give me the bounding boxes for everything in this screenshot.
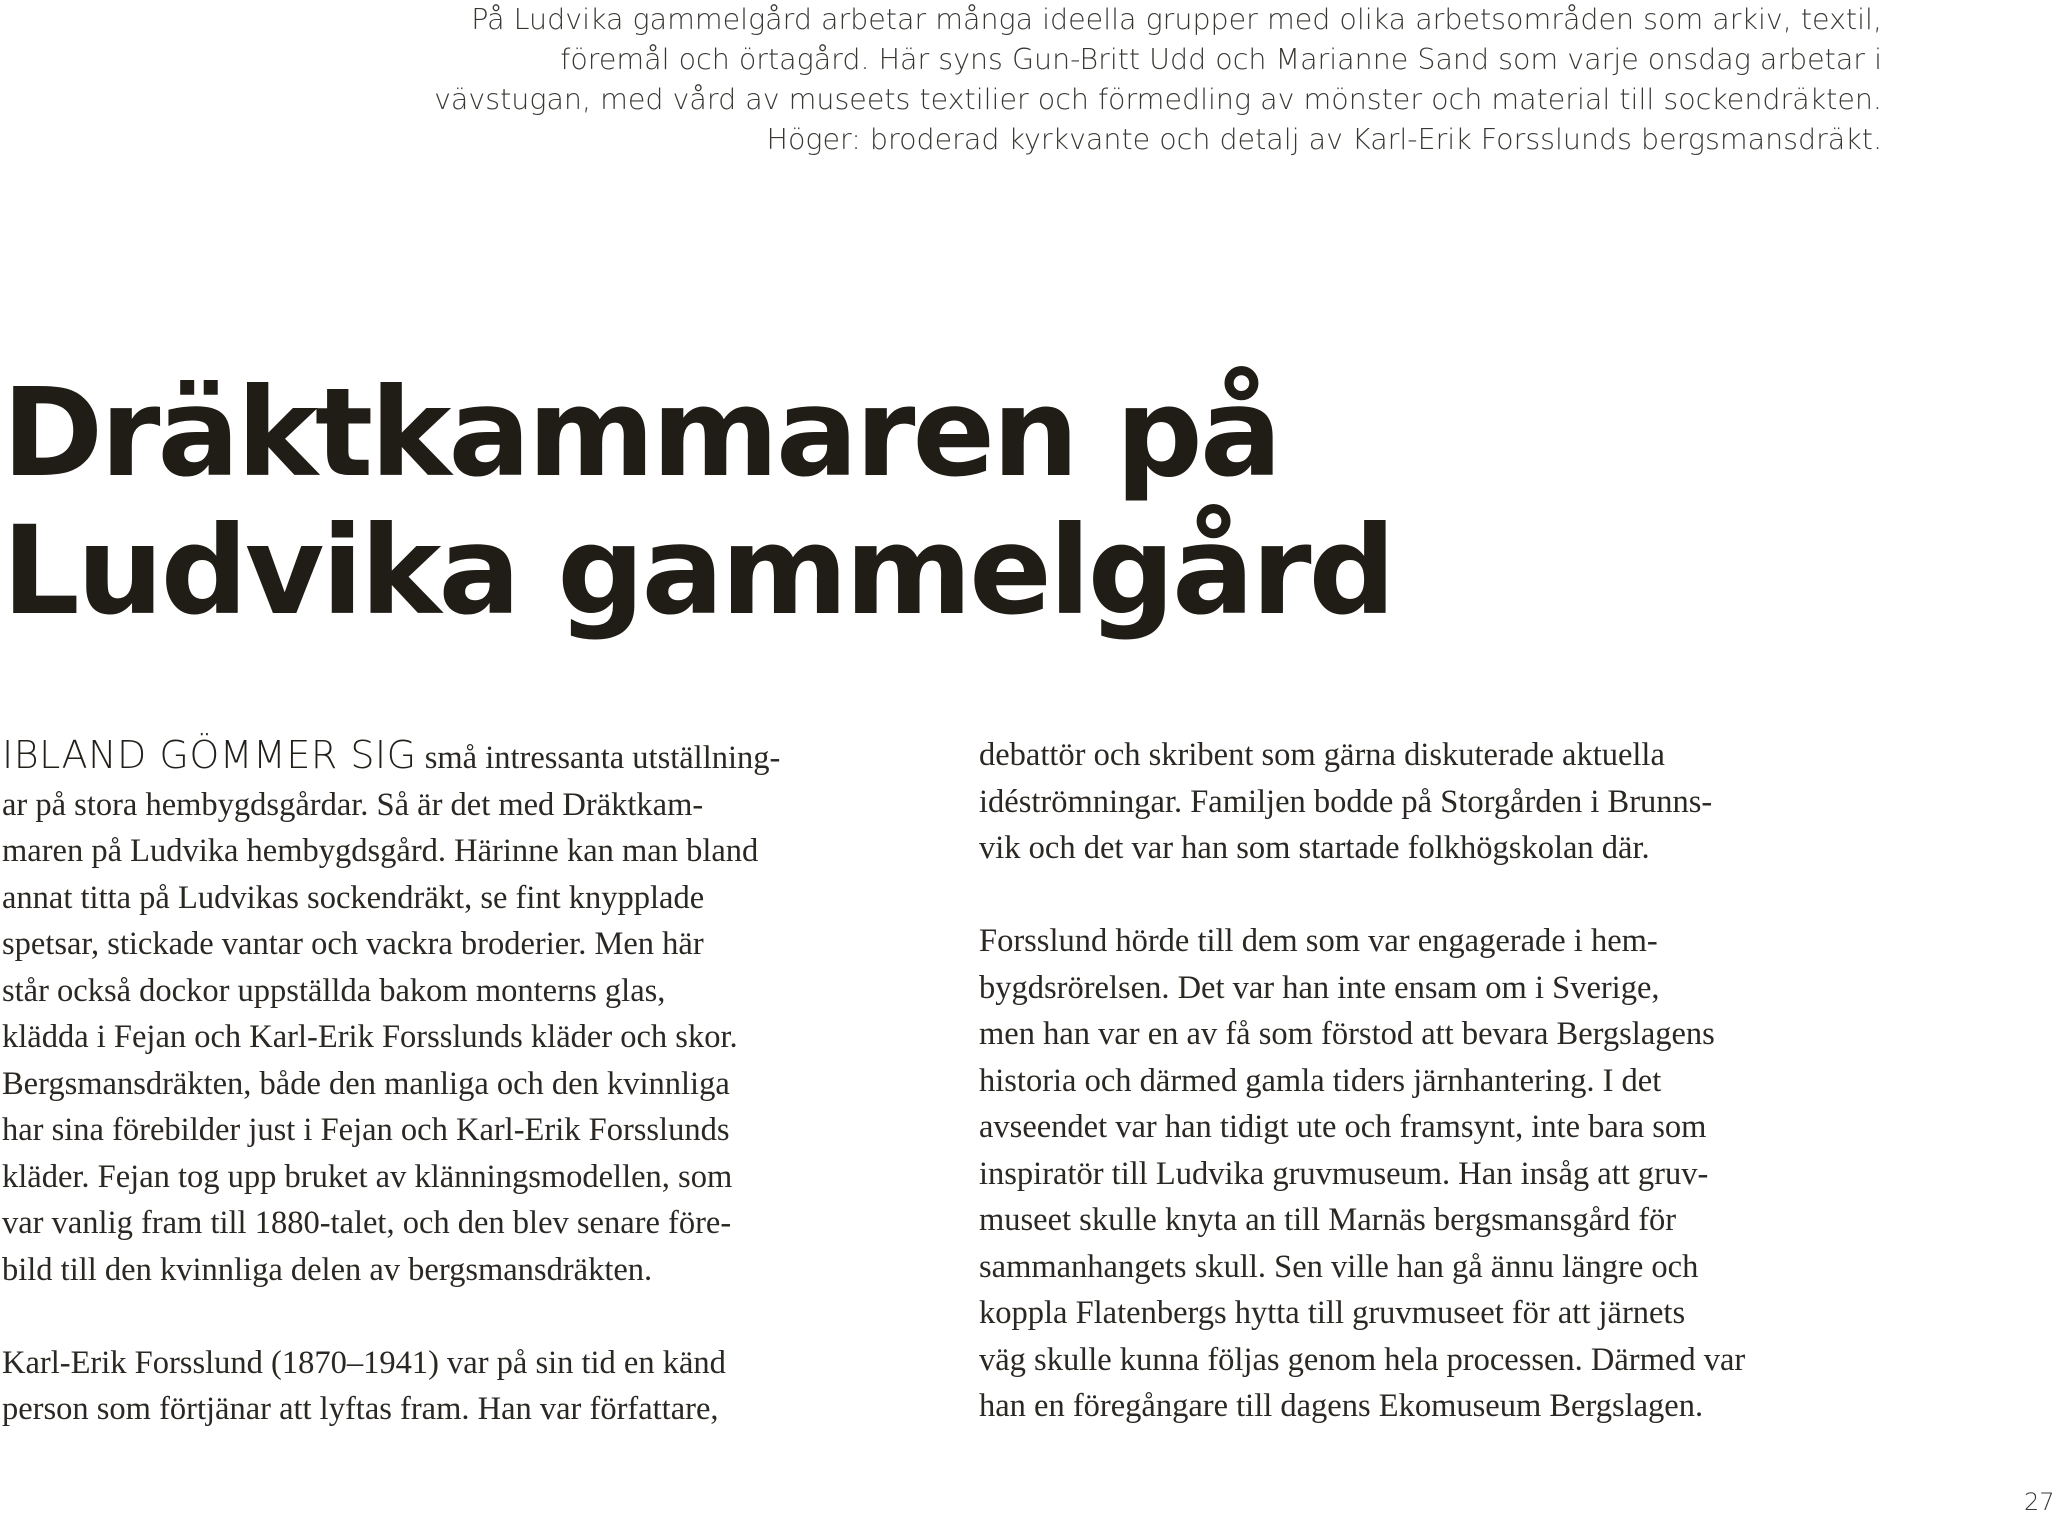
right-text-column bbox=[979, 732, 1919, 1430]
text-line: bygdsrörelsen. Det var han inte ensam om i Sverige, bbox=[979, 969, 1660, 1006]
text-line: debattör och skribent som gärna diskuterade aktuella bbox=[979, 737, 1665, 773]
text-line: annat titta på Ludvikas sockendräkt, se fint knypplade bbox=[2, 879, 705, 916]
body-paragraph bbox=[2, 732, 942, 1293]
caption-line: Höger: broderad kyrkvante och detalj av Karl-Erik Forsslunds bergsmansdräkt. bbox=[766, 123, 1882, 156]
text-line: har sina förebilder just i Fejan och Karl-Erik Forsslunds bbox=[2, 1112, 730, 1148]
caption-line: vävstugan, med vård av museets textilier och förmedling av mönster och material till sockendräkten. bbox=[434, 83, 1882, 116]
text-line: inspiratör till Ludvika gruvmuseum. Han insåg att gruv- bbox=[979, 1155, 1709, 1192]
text-line: avseendet var han tidigt ute och framsynt, inte bara som bbox=[979, 1109, 1707, 1145]
caption-line: På Ludvika gammelgård arbetar många ideella grupper med olika arbetsområden som arkiv, textil, bbox=[471, 3, 1882, 36]
text-line: historia och därmed gamla tiders järnhantering. I det bbox=[979, 1062, 1662, 1099]
text-line-rest: små intressanta utställning- bbox=[416, 740, 781, 776]
text-line: maren på Ludvika hembygdsgård. Härinne kan man bland bbox=[2, 833, 759, 869]
body-paragraph bbox=[2, 1340, 942, 1433]
lead-in-text: IBLAND GÖMMER SIG bbox=[2, 733, 417, 777]
text-line: klädda i Fejan och Karl-Erik Forsslunds kläder och skor. bbox=[2, 1019, 738, 1055]
page-number: 27 bbox=[2024, 1488, 2055, 1516]
text-line bbox=[2, 732, 942, 782]
text-line: Forsslund hörde till dem som var engagerade i hem- bbox=[979, 923, 1658, 959]
title-line: Ludvika gammelgård bbox=[2, 500, 1393, 642]
photo-caption bbox=[300, 0, 1882, 160]
left-text-column bbox=[2, 732, 942, 1433]
text-line: men han var en av få som förstod att bevara Bergslagens bbox=[979, 1016, 1715, 1052]
text-line: vik och det var han som startade folkhögskolan där. bbox=[979, 830, 1650, 866]
text-line: Karl-Erik Forsslund (1870–1941) var på sin tid en känd bbox=[2, 1344, 726, 1381]
text-line: koppla Flatenbergs hytta till gruvmuseet för att järnets bbox=[979, 1295, 1686, 1331]
text-line: idéströmningar. Familjen bodde på Storgården i Brunns- bbox=[979, 783, 1713, 820]
text-line: person som förtjänar att lyftas fram. Han var författare, bbox=[2, 1391, 719, 1427]
text-line: kläder. Fejan tog upp bruket av klänningsmodellen, som bbox=[2, 1158, 733, 1195]
text-line: väg skulle kunna följas genom hela processen. Därmed var bbox=[979, 1341, 1746, 1378]
text-line: spetsar, stickade vantar och vackra broderier. Men här bbox=[2, 926, 704, 962]
text-line: Bergsmansdräkten, både den manliga och den kvinnliga bbox=[2, 1065, 730, 1102]
text-line: bild till den kvinnliga delen av bergsmansdräkten. bbox=[2, 1251, 653, 1288]
body-paragraph bbox=[979, 918, 1919, 1430]
text-line: sammanhangets skull. Sen ville han gå ännu längre och bbox=[979, 1248, 1699, 1285]
text-line: står också dockor uppställda bakom monterns glas, bbox=[2, 972, 666, 1009]
text-line: han en föregångare till dagens Ekomuseum Bergslagen. bbox=[979, 1388, 1704, 1424]
body-paragraph bbox=[979, 732, 1919, 872]
caption-line: föremål och örtagård. Här syns Gun-Britt Udd och Marianne Sand som varje onsdag arbetar i bbox=[560, 43, 1882, 76]
text-line: ar på stora hembygdsgårdar. Så är det med Dräktkam- bbox=[2, 786, 704, 823]
text-line: var vanlig fram till 1880-talet, och den blev senare före- bbox=[2, 1205, 732, 1241]
title-line: Dräktkammaren på bbox=[2, 362, 1280, 504]
article-title bbox=[2, 364, 1602, 640]
text-line: museet skulle knyta an till Marnäs bergsmansgård för bbox=[979, 1202, 1677, 1238]
